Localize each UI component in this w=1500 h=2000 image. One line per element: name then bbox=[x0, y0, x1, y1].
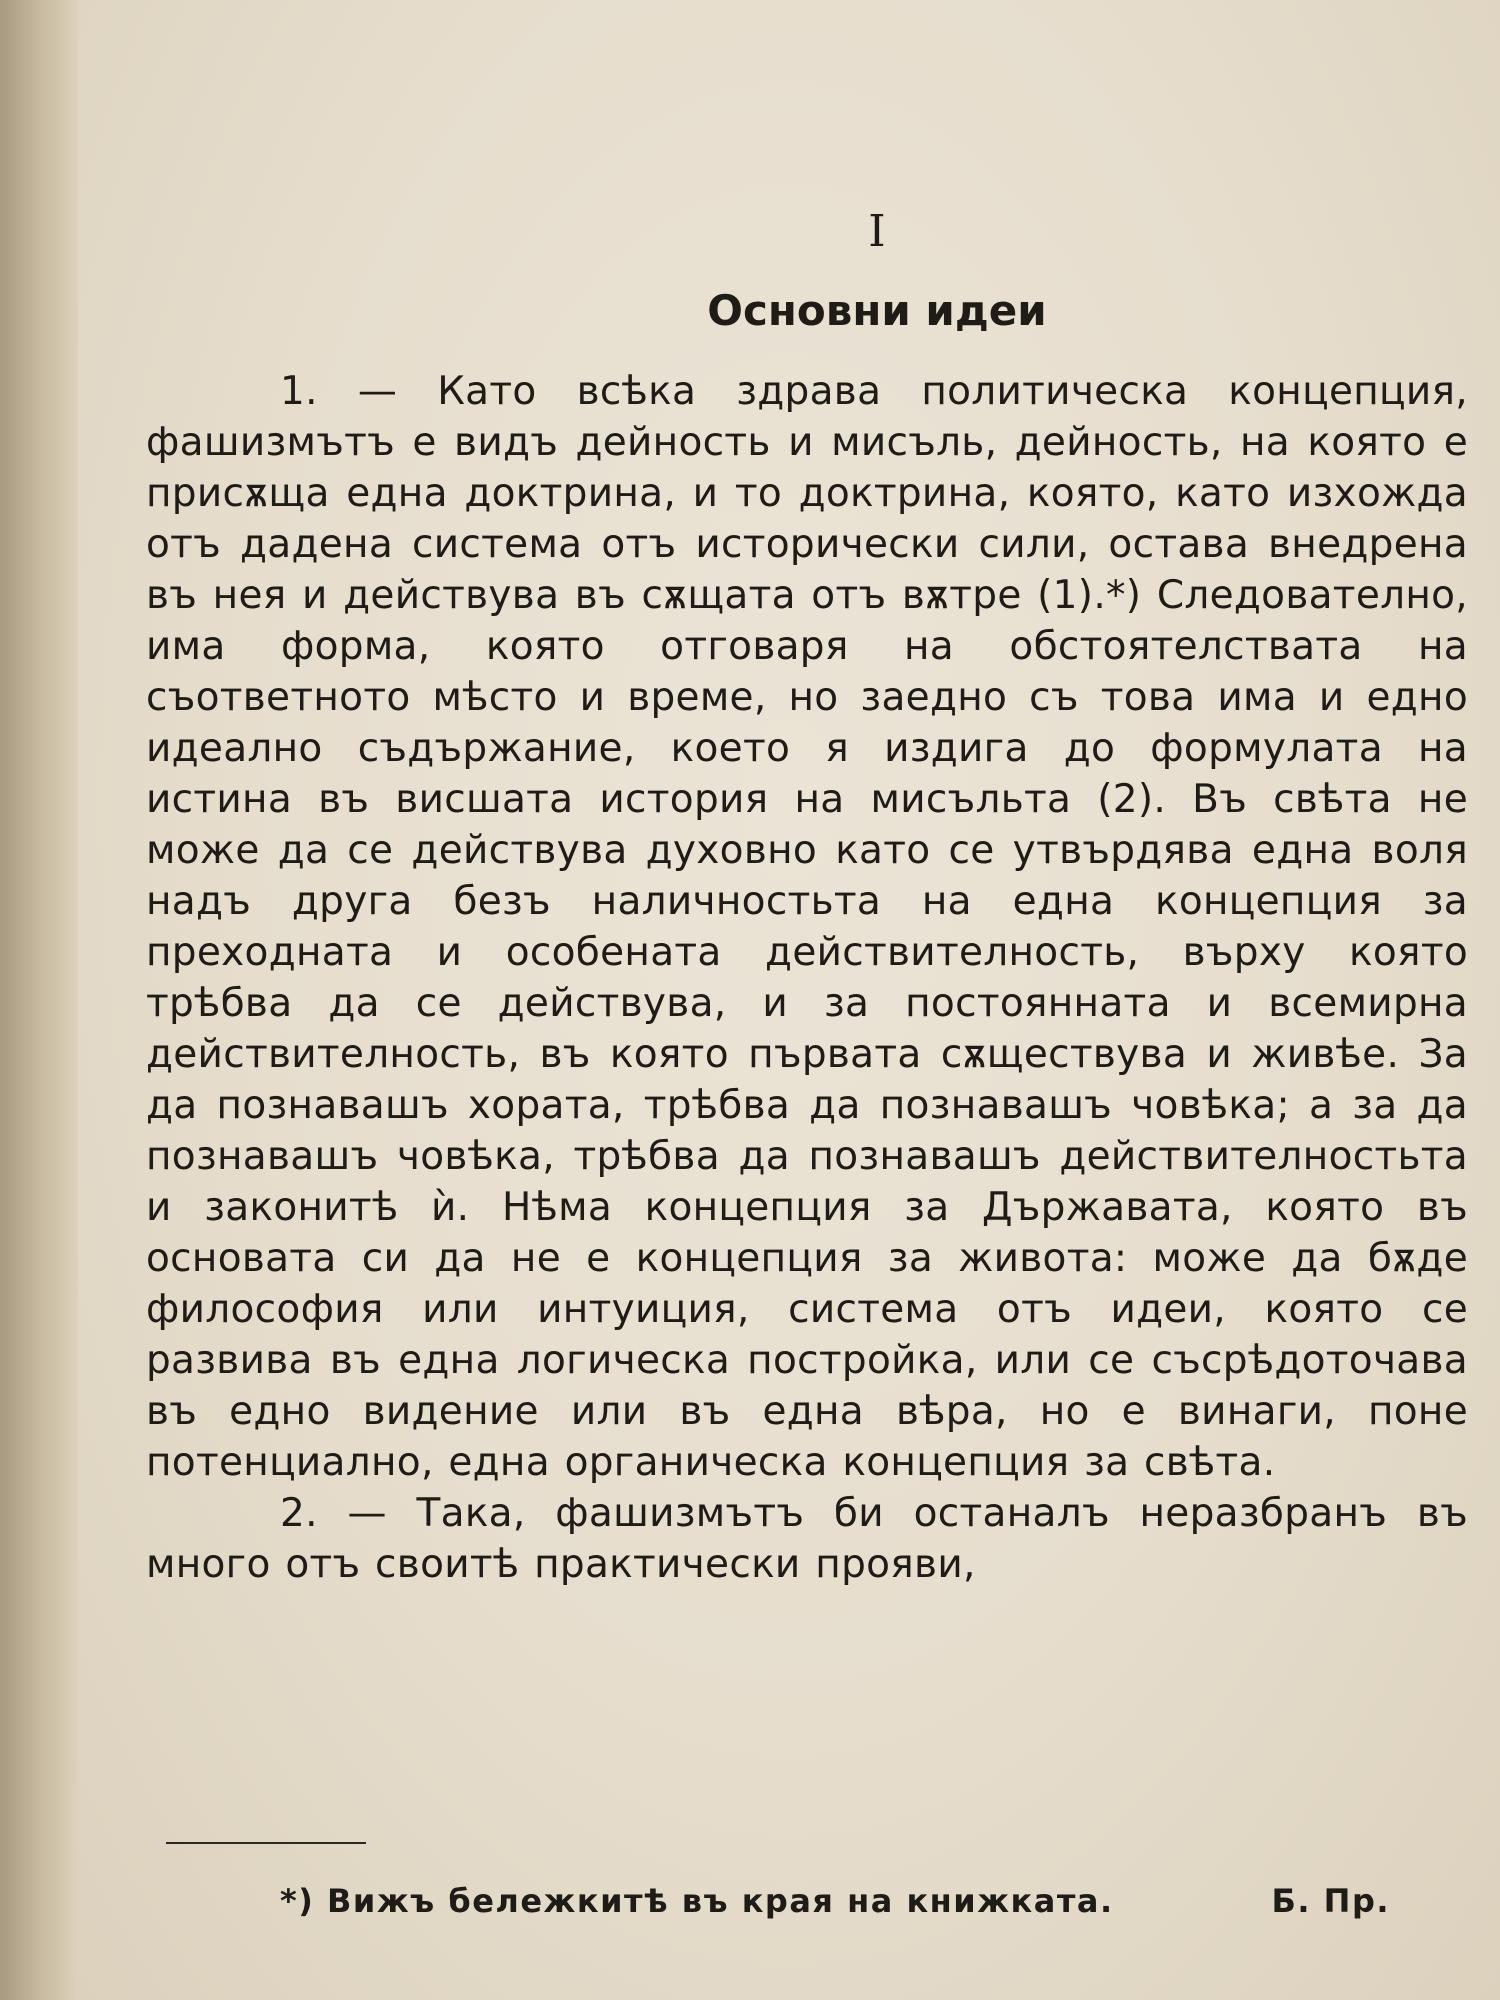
page-content bbox=[146, 206, 1468, 1590]
facing-page-edge bbox=[0, 0, 78, 2000]
footnote bbox=[280, 1880, 1390, 1922]
footnote-body bbox=[280, 1880, 1114, 1922]
footnote-text: Вижъ бележкитѣ въ края на книжката. bbox=[327, 1882, 1114, 1920]
paragraph-2: 2. — Така, фашизмътъ би останалъ неразбранъ въ много отъ своитѣ практически прояви, bbox=[146, 1491, 1468, 1587]
chapter-number: I bbox=[868, 206, 886, 257]
footnote-rule bbox=[166, 1842, 366, 1844]
paragraph-1: 1. — Като всѣка здрава политическа концепция, фашизмътъ е видъ дейность и мисъль, дейность, на която е присѫща една доктрина, и то доктрина, която, като изхожда отъ дадена система отъ исторически сили, остава внедрена въ нея и действува въ сѫщата отъ вѫтре (1).*) Следователно, има форма, която отговаря на обстоятелствата на съответното мѣсто и време, но заедно съ това има и едно идеално съдържание, което я издига до формулата на истина въ висшата история на мисъльта (2). Въ свѣта не може да се действува духовно като се утвърдява една воля надъ друга безъ наличностьта на една концепция за преходната и особената действителность, върху която трѣбва да се действува, и за постоянната и всемирна действителность, въ която първата сѫществува и живѣе. За да познавашъ хората, трѣбва да познавашъ човѣка; а за да познавашъ човѣка, трѣбва да познавашъ действителностьта и законитѣ ѝ. Нѣма концепция за Държавата, която въ основата си да не е концепция за живота: може да бѫде философия или интуиция, система отъ идеи, която се развива въ една логическа постройка, или се съсрѣдоточава въ едно видение или въ една вѣра, но е винаги, поне потенциално, една органическа концепция за свѣта. bbox=[146, 369, 1468, 1485]
footnote-marker: *) bbox=[280, 1882, 315, 1920]
book-page bbox=[78, 0, 1500, 2000]
chapter-title: Основни идеи bbox=[707, 286, 1047, 335]
footnote-signature: Б. Пр. bbox=[1271, 1882, 1390, 1920]
